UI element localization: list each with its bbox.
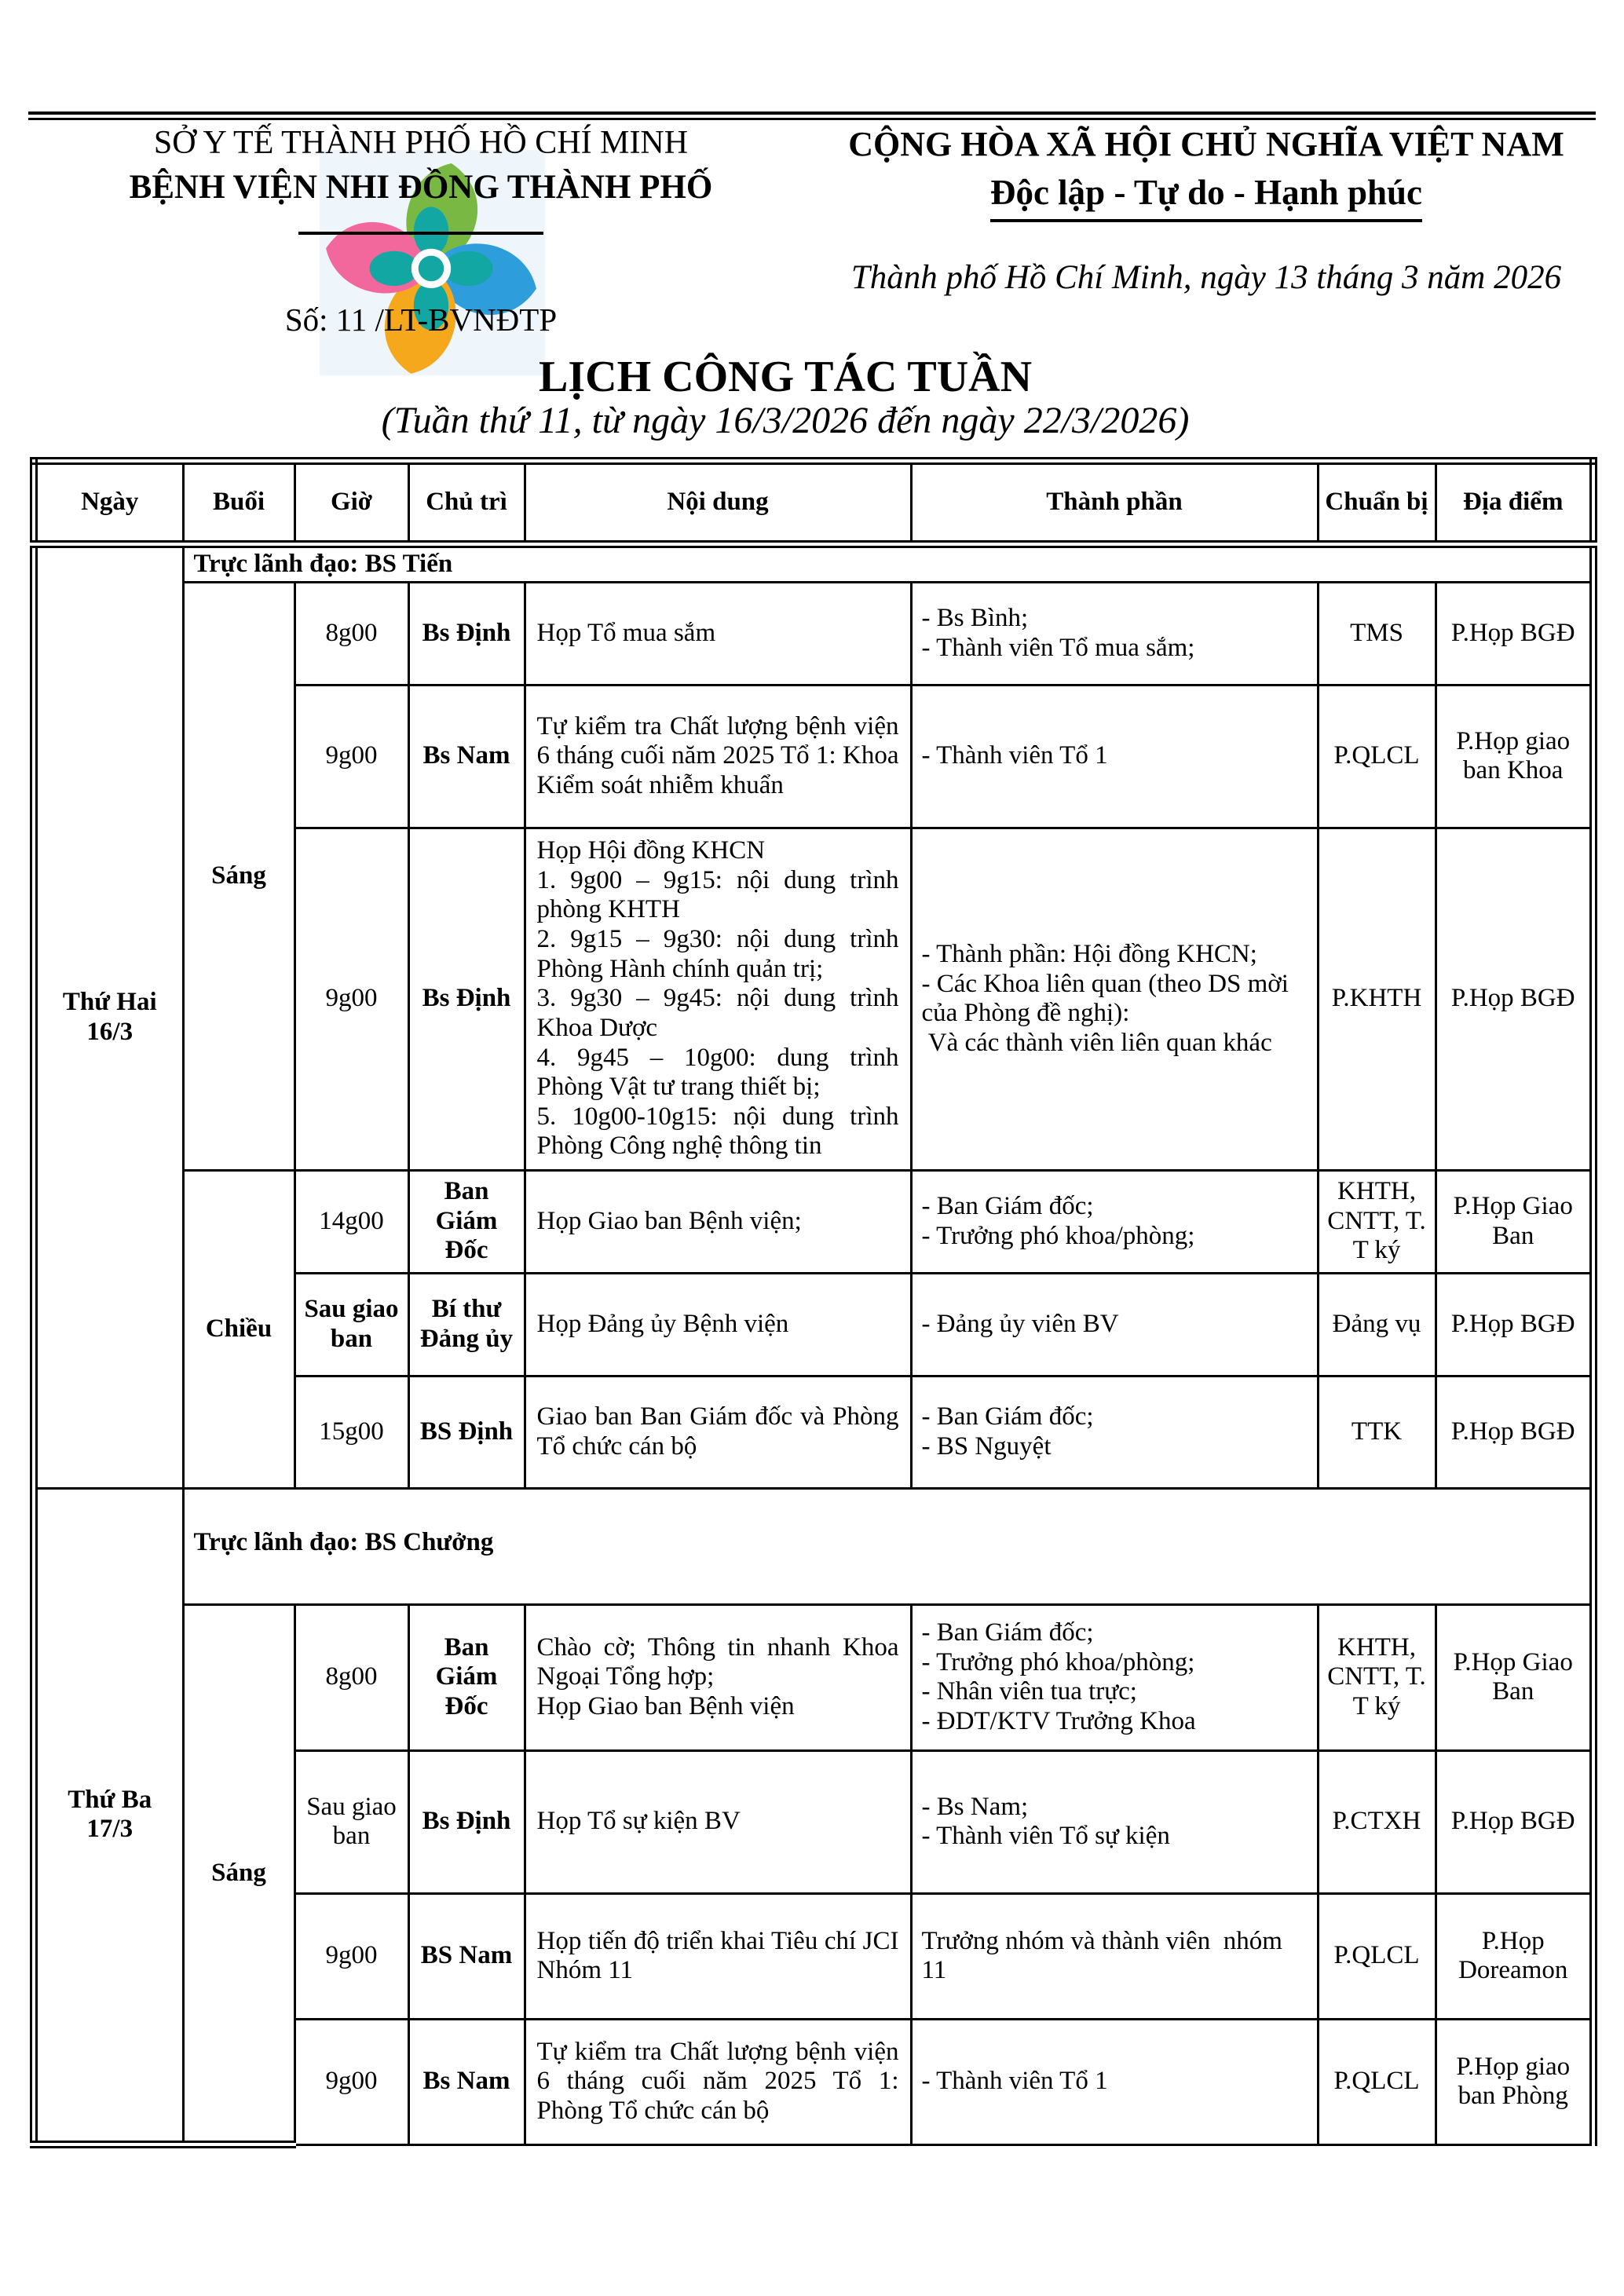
duty-row bbox=[34, 544, 1593, 582]
chair-cell: Bs Định bbox=[408, 582, 525, 685]
place-and-date: Thành phố Hồ Chí Minh, ngày 13 tháng 3 năm 2026 bbox=[850, 259, 1562, 296]
column-header-1: Buổi bbox=[183, 461, 294, 544]
column-header-2: Giờ bbox=[294, 461, 408, 544]
day-date: 16/3 bbox=[86, 1017, 134, 1046]
content-paragraph: 2. 9g15 – 9g30: nội dung trình Phòng Hành chính quản trị; bbox=[536, 925, 905, 983]
content-paragraph: Họp tiến độ triển khai Tiêu chí JCI Nhóm 11 bbox=[536, 1926, 905, 1985]
chair-cell: BS Định bbox=[408, 1376, 525, 1488]
day-name: Thứ Hai bbox=[62, 988, 157, 1017]
location-cell: P.Họp BGĐ bbox=[1436, 828, 1593, 1170]
content-cell bbox=[525, 685, 911, 828]
column-header-5: Thành phần bbox=[911, 461, 1318, 544]
time-cell: 8g00 bbox=[294, 582, 408, 685]
content-cell bbox=[525, 582, 911, 685]
participant-line: - Ban Giám đốc; bbox=[921, 1618, 1094, 1647]
participant-line: - Thành viên Tổ sự kiện bbox=[921, 1822, 1170, 1851]
location-cell: P.Họp BGĐ bbox=[1436, 1750, 1593, 1893]
content-paragraph: 3. 9g30 – 9g45: nội dung trình Khoa Dược bbox=[536, 984, 905, 1042]
duty-leader-cell: Trực lãnh đạo: BS Chưởng bbox=[183, 1488, 1593, 1604]
time-cell: Sau giao ban bbox=[294, 1273, 408, 1376]
participants-cell bbox=[911, 1273, 1318, 1376]
parent-org-name: SỞ Y TẾ THÀNH PHỐ HỒ CHÍ MINH bbox=[153, 125, 689, 161]
column-header-3: Chủ trì bbox=[408, 461, 525, 544]
participants-cell bbox=[911, 1604, 1318, 1750]
day-cell bbox=[34, 1488, 183, 2144]
chair-cell: Bs Định bbox=[408, 828, 525, 1170]
content-paragraph: 1. 9g00 – 9g15: nội dung trình phòng KHTH bbox=[536, 865, 905, 924]
national-title: CỘNG HÒA XÃ HỘI CHỦ NGHĨA VIỆT NAM bbox=[848, 125, 1564, 163]
participant-line: - Trưởng phó khoa/phòng; bbox=[921, 1221, 1195, 1250]
page-top-double-rule bbox=[28, 112, 1596, 120]
schedule-header-row bbox=[34, 461, 1593, 544]
content-cell bbox=[525, 1273, 911, 1376]
content-cell bbox=[525, 828, 911, 1170]
content-paragraph: Họp Tổ mua sắm bbox=[536, 618, 716, 647]
document-number: Số: 11 /LT-BVNĐTP bbox=[284, 302, 558, 338]
schedule-row bbox=[34, 1604, 1593, 1750]
time-cell: 8g00 bbox=[294, 1604, 408, 1750]
content-paragraph: Tự kiểm tra Chất lượng bệnh viện 6 tháng cuối năm 2025 Tổ 1: Khoa Kiểm soát nhiễm khuẩn bbox=[536, 711, 905, 799]
prepare-cell: P.CTXH bbox=[1318, 1750, 1436, 1893]
content-paragraph: 5. 10g00-10g15: nội dung trình Phòng Công nghệ thông tin bbox=[536, 1102, 905, 1161]
chair-cell: Ban Giám Đốc bbox=[408, 1170, 525, 1273]
participant-line: - Bs Nam; bbox=[921, 1792, 1029, 1821]
participants-cell bbox=[911, 685, 1318, 828]
schedule-table bbox=[30, 457, 1597, 2148]
content-cell bbox=[525, 1893, 911, 2019]
prepare-cell: P.KHTH bbox=[1318, 828, 1436, 1170]
chair-cell: Bs Định bbox=[408, 1750, 525, 1893]
participant-line: - Thành phần: Hội đồng KHCN; bbox=[921, 939, 1257, 968]
chair-cell: BS Nam bbox=[408, 1893, 525, 2019]
prepare-cell: P.QLCL bbox=[1318, 2019, 1436, 2144]
content-cell bbox=[525, 2019, 911, 2144]
content-paragraph: 4. 9g45 – 10g00: dung trình Phòng Vật tư trang thiết bị; bbox=[536, 1043, 905, 1102]
prepare-cell: KHTH, CNTT, T. T ký bbox=[1318, 1170, 1436, 1273]
prepare-cell: P.QLCL bbox=[1318, 685, 1436, 828]
participants-cell bbox=[911, 1376, 1318, 1488]
participant-line: - Trưởng phó khoa/phòng; bbox=[921, 1647, 1195, 1676]
duty-leader-cell: Trực lãnh đạo: BS Tiến bbox=[183, 544, 1593, 582]
participant-line: - BS Nguyệt bbox=[921, 1431, 1052, 1461]
chair-cell: Bs Nam bbox=[408, 2019, 525, 2144]
participant-line: - Đảng ủy viên BV bbox=[921, 1309, 1119, 1338]
session-cell: Sáng bbox=[183, 582, 294, 1170]
location-cell: P.Họp BGĐ bbox=[1436, 1376, 1593, 1488]
time-cell: 9g00 bbox=[294, 685, 408, 828]
participant-line: - ĐDT/KTV Trưởng Khoa bbox=[921, 1706, 1196, 1735]
location-cell: P.Họp giao ban Khoa bbox=[1436, 685, 1593, 828]
hospital-name: BỆNH VIỆN NHI ĐỒNG THÀNH PHỐ bbox=[129, 169, 713, 206]
content-paragraph: Họp Giao ban Bệnh viện; bbox=[536, 1206, 802, 1235]
participant-line: - Ban Giám đốc; bbox=[921, 1192, 1094, 1220]
participant-line: - Các Khoa liên quan (theo DS mời của Phòng đề nghị): bbox=[921, 969, 1296, 1028]
time-cell: 9g00 bbox=[294, 2019, 408, 2144]
org-name-underline bbox=[298, 232, 543, 235]
content-cell bbox=[525, 1376, 911, 1488]
column-header-6: Chuẩn bị bbox=[1318, 461, 1436, 544]
day-date: 17/3 bbox=[86, 1815, 134, 1844]
content-cell bbox=[525, 1604, 911, 1750]
content-paragraph: Họp Hội đồng KHCN bbox=[536, 836, 766, 865]
location-cell: P.Họp giao ban Phòng bbox=[1436, 2019, 1593, 2144]
participants-cell bbox=[911, 1893, 1318, 2019]
participants-cell bbox=[911, 1750, 1318, 1893]
location-cell: P.Họp Doreamon bbox=[1436, 1893, 1593, 2019]
content-cell bbox=[525, 1750, 911, 1893]
column-header-4: Nội dung bbox=[525, 461, 911, 544]
day-cell bbox=[34, 544, 183, 1488]
location-cell: P.Họp BGĐ bbox=[1436, 582, 1593, 685]
chair-cell: Bs Nam bbox=[408, 685, 525, 828]
national-motto: Độc lập - Tự do - Hạnh phúc bbox=[990, 172, 1422, 222]
time-cell: 15g00 bbox=[294, 1376, 408, 1488]
time-cell: Sau giao ban bbox=[294, 1750, 408, 1893]
column-header-7: Địa điểm bbox=[1436, 461, 1593, 544]
participants-cell bbox=[911, 582, 1318, 685]
participant-line: - Ban Giám đốc; bbox=[921, 1402, 1094, 1431]
day-name: Thứ Ba bbox=[68, 1785, 152, 1814]
session-cell: Chiều bbox=[183, 1170, 294, 1488]
participant-line: Trưởng nhóm và thành viên nhóm 11 bbox=[921, 1926, 1289, 1985]
content-paragraph: Họp Tổ sự kiện BV bbox=[536, 1807, 741, 1836]
prepare-cell: Đảng vụ bbox=[1318, 1273, 1436, 1376]
page-title: LỊCH CÔNG TÁC TUẦN bbox=[538, 353, 1033, 401]
duty-row bbox=[34, 1488, 1593, 1604]
participants-cell bbox=[911, 2019, 1318, 2144]
column-header-0: Ngày bbox=[34, 461, 183, 544]
participant-line: - Thành viên Tổ 1 bbox=[921, 2067, 1108, 2096]
prepare-cell: P.QLCL bbox=[1318, 1893, 1436, 2019]
chair-cell: Ban Giám Đốc bbox=[408, 1604, 525, 1750]
participant-line: Và các thành viên liên quan khác bbox=[921, 1028, 1272, 1057]
location-cell: P.Họp BGĐ bbox=[1436, 1273, 1593, 1376]
time-cell: 14g00 bbox=[294, 1170, 408, 1273]
participant-line: - Nhân viên tua trực; bbox=[921, 1677, 1137, 1706]
page-subtitle: (Tuần thứ 11, từ ngày 16/3/2026 đến ngày 22/3/2026) bbox=[381, 400, 1190, 441]
national-motto-block bbox=[817, 124, 1596, 297]
time-cell: 9g00 bbox=[294, 1893, 408, 2019]
content-paragraph: Chào cờ; Thông tin nhanh Khoa Ngoại Tổng hợp; bbox=[536, 1632, 905, 1691]
participant-line: - Bs Bình; bbox=[921, 604, 1029, 632]
schedule-row bbox=[34, 582, 1593, 685]
participant-line: - Thành viên Tổ mua sắm; bbox=[921, 633, 1195, 662]
content-paragraph: Giao ban Ban Giám đốc và Phòng Tổ chức cán bộ bbox=[536, 1402, 905, 1461]
chair-cell: Bí thư Đảng ủy bbox=[408, 1273, 525, 1376]
content-paragraph: Họp Đảng ủy Bệnh viện bbox=[536, 1309, 789, 1338]
schedule-row bbox=[34, 1170, 1593, 1273]
issuing-org-block bbox=[28, 124, 814, 338]
location-cell: P.Họp Giao Ban bbox=[1436, 1604, 1593, 1750]
content-paragraph: Tự kiểm tra Chất lượng bệnh viện 6 tháng cuối năm 2025 Tổ 1: Phòng Tổ chức cán bộ bbox=[536, 2037, 905, 2125]
prepare-cell: KHTH, CNTT, T. T ký bbox=[1318, 1604, 1436, 1750]
participant-line: - Thành viên Tổ 1 bbox=[921, 741, 1108, 770]
time-cell: 9g00 bbox=[294, 828, 408, 1170]
session-cell: Sáng bbox=[183, 1604, 294, 2144]
prepare-cell: TTK bbox=[1318, 1376, 1436, 1488]
participants-cell bbox=[911, 1170, 1318, 1273]
participants-cell bbox=[911, 828, 1318, 1170]
prepare-cell: TMS bbox=[1318, 582, 1436, 685]
content-cell bbox=[525, 1170, 911, 1273]
location-cell: P.Họp Giao Ban bbox=[1436, 1170, 1593, 1273]
content-paragraph: Họp Giao ban Bệnh viện bbox=[536, 1691, 795, 1720]
